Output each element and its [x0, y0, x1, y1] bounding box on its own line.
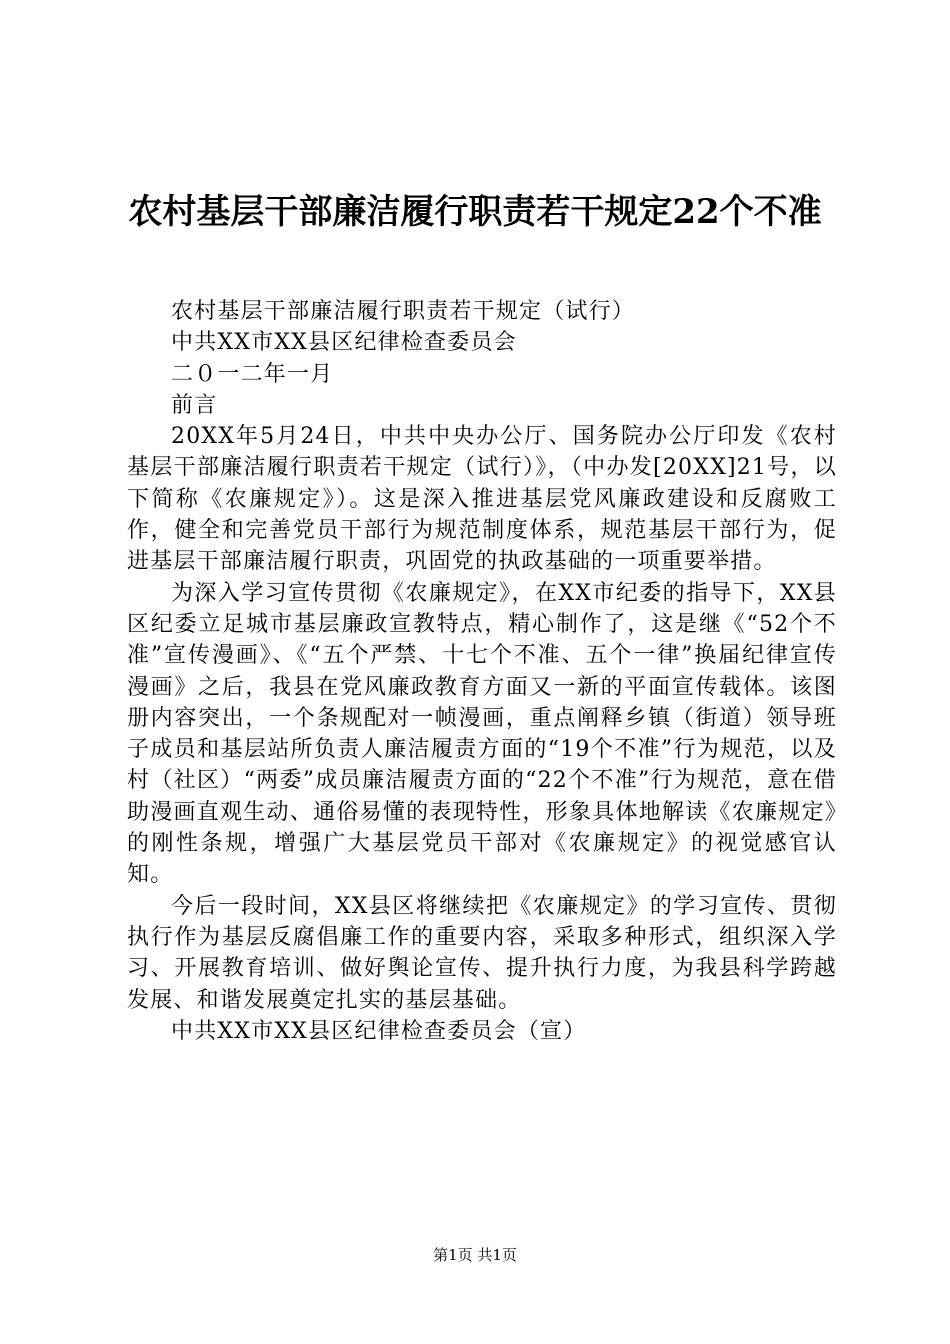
body-paragraph: 今后一段时间，XX县区将继续把《农廉规定》的学习宣传、贯彻执行作为基层反腐倡廉工作的重要内容，采取多种形式，组织深入学习、开展教育培训、做好舆论宣传、提升执行力度，为我县科学跨越发展、和谐发展奠定扎实的基层基础。 — [127, 893, 837, 1013]
page-number-footer: 第1页 共1页 — [433, 1246, 517, 1264]
date-paragraph: 二０一二年一月 — [171, 361, 334, 387]
document-title: 农村基层干部廉洁履行职责若干规定22个不准 — [128, 192, 822, 232]
issuer-paragraph: 中共XX市XX县区纪律检查委员会 — [171, 330, 517, 356]
body-paragraph: 20XX年5月24日，中共中央办公厅、国务院办公厅印发《农村基层干部廉洁履行职责若干规定（试行）》，（中办发[20XX]21号，以下简称《农廉规定》）。这是深入推进基层党风廉政建设和反腐败工作，健全和完善党员干部行为规范制度体系，规范基层干部行为，促进基层干部廉洁履行职责，巩固党的执政基础的一项重要举措。 — [127, 424, 837, 575]
body-paragraph: 为深入学习宣传贯彻《农廉规定》，在XX市纪委的指导下，XX县区纪委立足城市基层廉政宣教特点，精心制作了，这是继《“52个不准”宣传漫画》、《“五个严禁、十七个不准、五个一律”换届纪律宣传漫画》之后，我县在党风廉政教育方面又一新的平面宣传载体。该图册内容突出，一个条规配对一帧漫画，重点阐释乡镇（街道）领导班子成员和基层站所负责人廉洁履责方面的“19个不准”行为规范，以及村（社区）“两委”成员廉洁履责方面的“22个不准”行为规范，意在借助漫画直观生动、通俗易懂的表现特性，形象具体地解读《农廉规定》的刚性条规，增强广大基层党员干部对《农廉规定》的视觉感官认知。 — [127, 580, 837, 888]
subtitle-paragraph: 农村基层干部廉洁履行职责若干规定（试行） — [171, 299, 636, 324]
document-body — [127, 296, 837, 1047]
preface-heading: 前言 — [171, 392, 218, 418]
signature-paragraph: 中共XX市XX县区纪律检查委员会（宣） — [171, 1018, 587, 1044]
